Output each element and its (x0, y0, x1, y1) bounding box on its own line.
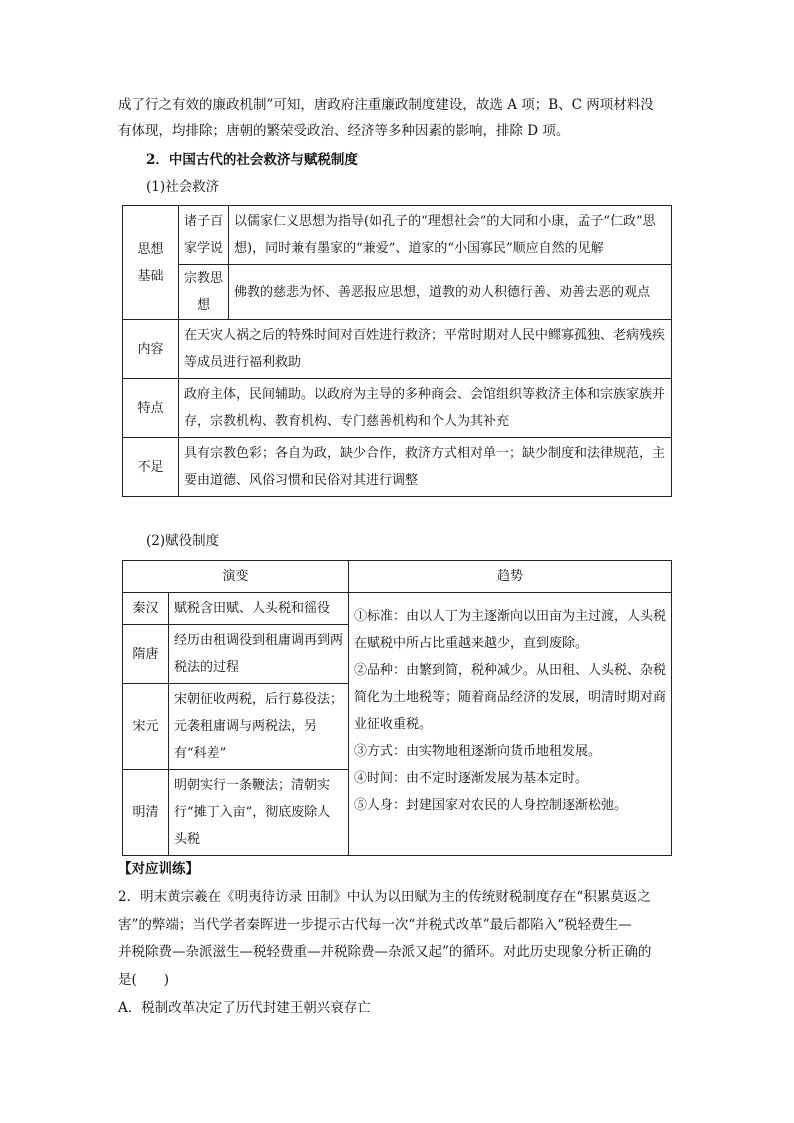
table-row (123, 206, 672, 265)
practice-title: 【对应训练】 (118, 861, 199, 877)
cell-dynasty: 宋元 (123, 684, 169, 770)
table-row (123, 379, 672, 438)
row-header-shortcomings: 不足 (123, 438, 179, 497)
cell-zhuzi-text: 以儒家仁义思想为指导(如孔子的“理想社会”的大同和小康，孟子“仁政”思想)，同时兼有墨家的“兼爱”、道家的“小国寡民”顺应自然的见解 (229, 206, 672, 265)
section-2-title: 2．中国古代的社会救济与赋税制度 (146, 152, 358, 168)
subsection-2-title: (2)赋役制度 (146, 533, 220, 549)
table-row (123, 593, 672, 625)
table-row (123, 320, 672, 379)
cell-content-text: 在天灾人祸之后的特殊时间对百姓进行救济；平常时期对人民中鳏寡孤独、老病残疾等成员进行福利救助 (179, 320, 672, 379)
tax-system-table (122, 560, 672, 856)
question-line-4: 是( ) (118, 972, 170, 988)
intro-line-2: 有体现，均排除；唐朝的繁荣受政治、经济等多种因素的影响，排除 D 项。 (118, 123, 570, 139)
question-line-2: 害”的弊端；当代学者秦晖进一步提示古代每一次“并税式改革”最后都陷入“税轻费生— (118, 917, 632, 933)
question-line-3: 并税除费—杂派滋生—税轻费重—并税除费—杂派又起”的循环。对此历史现象分析正确的 (118, 944, 652, 960)
cell-religion-label: 宗教思想 (179, 265, 229, 320)
intro-line-1: 成了行之有效的廉政机制”可知，唐政府注重廉政制度建设，故选 A 项；B、C 两项材料没 (118, 97, 654, 113)
table-header-row (123, 561, 672, 593)
cell-evolution: 赋税含田赋、人头税和徭役 (169, 593, 349, 625)
social-relief-table (122, 205, 672, 497)
subsection-1-title: (1)社会救济 (146, 179, 220, 195)
cell-trend-list (349, 593, 672, 856)
trend-item: ④时间：由不定时逐渐发展为基本定时。 (354, 771, 589, 786)
question-line-1: 2．明末黄宗羲在《明夷待访录 田制》中认为以田赋为主的传统财税制度存在“积累莫返之 (118, 889, 651, 905)
cell-zhuzi-label: 诸子百家学说 (179, 206, 229, 265)
trend-item: ②品种：由繁到简，税种减少。从田租、人头税、杂税简化为土地税等；随着商品经济的发展，明清时期对商业征收重税。 (354, 663, 667, 732)
row-header-content: 内容 (123, 320, 179, 379)
cell-evolution: 明朝实行一条鞭法；清朝实行“摊丁入亩”，彻底废除人头税 (169, 770, 349, 856)
option-a: A．税制改革决定了历代封建王朝兴衰存亡 (118, 1000, 371, 1016)
trend-item: ①标准：由以人丁为主逐渐向以田亩为主过渡，人头税在赋税中所占比重越来越少，直到废除。 (354, 609, 667, 651)
table-row (123, 438, 672, 497)
trend-item: ③方式：由实物地租逐渐向货币地租发展。 (354, 744, 602, 759)
cell-features-text: 政府主体，民间辅助。以政府为主导的多种商会、会馆组织等救济主体和宗族家族并存，宗教机构、教育机构、专门慈善机构和个人为其补充 (179, 379, 672, 438)
cell-shortcomings-text: 具有宗教色彩；各自为政，缺少合作，救济方式相对单一；缺少制度和法律规范，主要由道德、风俗习惯和民俗对其进行调整 (179, 438, 672, 497)
cell-dynasty: 明清 (123, 770, 169, 856)
cell-evolution: 经历由租调役到租庸调再到两税法的过程 (169, 625, 349, 684)
trend-item: ⑤人身：封建国家对农民的人身控制逐渐松弛。 (354, 798, 628, 813)
cell-evolution: 宋朝征收两税，后行募役法；元袭租庸调与两税法，另有“科差” (169, 684, 349, 770)
cell-religion-text: 佛教的慈悲为怀、善恶报应思想，道教的劝人积德行善、劝善去恶的观点 (229, 265, 672, 320)
header-evolution: 演变 (123, 561, 349, 593)
row-header-thought-basis: 思想基础 (123, 206, 179, 320)
table-row (123, 265, 672, 320)
row-header-features: 特点 (123, 379, 179, 438)
cell-dynasty: 秦汉 (123, 593, 169, 625)
cell-dynasty: 隋唐 (123, 625, 169, 684)
header-trend: 趋势 (349, 561, 672, 593)
